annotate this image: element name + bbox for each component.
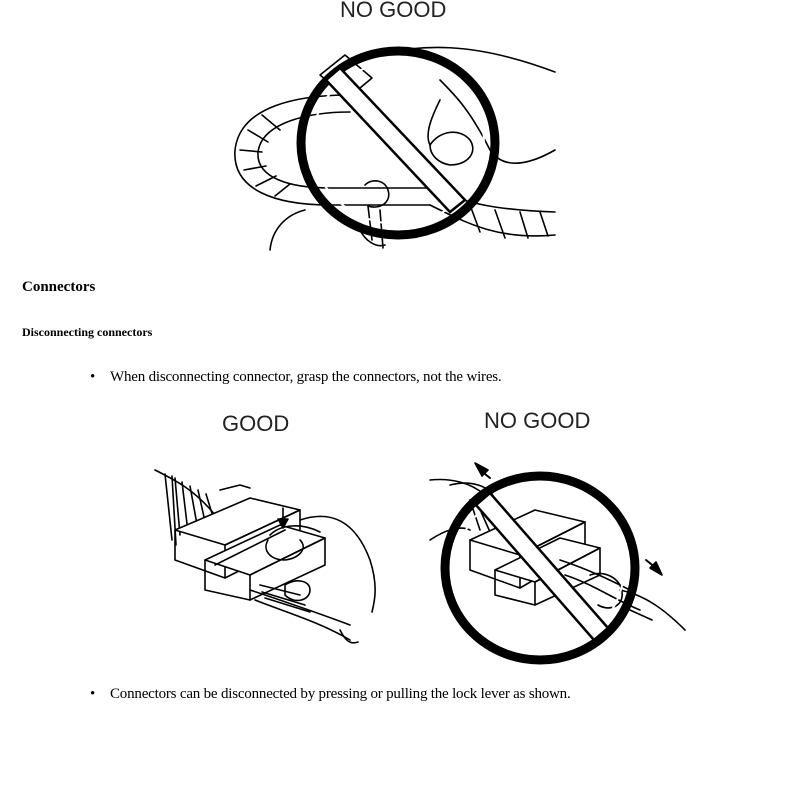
figure-label-no-good: NO GOOD xyxy=(484,408,591,433)
prohibition-sign-top xyxy=(301,51,495,235)
section-title: Connectors xyxy=(22,279,96,295)
bullet-dot: • xyxy=(90,369,96,385)
bullet-dot: • xyxy=(90,686,96,702)
bullet-text: When disconnecting connector, grasp the connectors, not the wires. xyxy=(110,369,502,385)
section-subtitle: Disconnecting connectors xyxy=(22,325,153,339)
prohibition-sign-no-good xyxy=(445,476,635,660)
good-grasp-illustration xyxy=(155,470,375,643)
bullet-text: Connectors can be disconnected by pressing or pulling the lock lever as shown. xyxy=(110,686,571,702)
figure-label-good: GOOD xyxy=(222,411,290,436)
figure-label-top: NO GOOD xyxy=(340,0,447,22)
